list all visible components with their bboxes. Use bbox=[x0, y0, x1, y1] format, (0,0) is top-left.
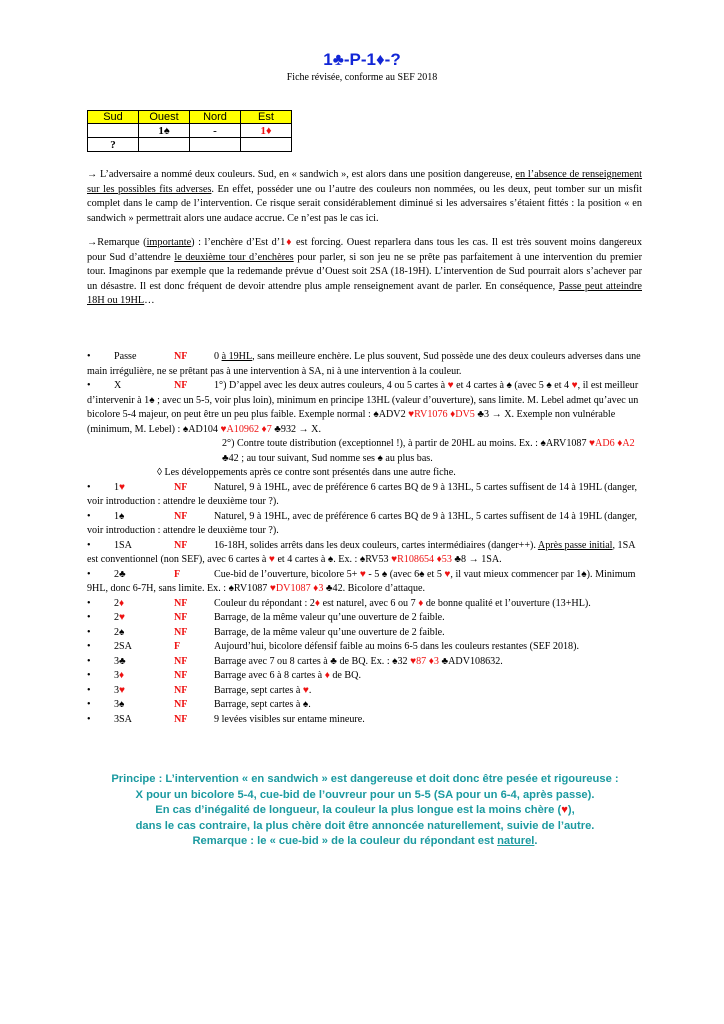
heart-suit: ♥ bbox=[302, 684, 309, 696]
heart-suit: ♥ bbox=[444, 568, 451, 580]
list-item bbox=[87, 626, 647, 641]
remark-underline: Passe peut atteindre 18H ou 19HL bbox=[87, 280, 642, 306]
diamond-suit: ♦ bbox=[119, 670, 125, 681]
principe-text: En cas d’inégalité de longueur, la couleur la plus longue est la moins chère ( bbox=[155, 804, 562, 816]
heart-suit: ♥AD6 bbox=[589, 438, 615, 449]
heart-suit: ♥ bbox=[571, 380, 578, 391]
diamond-suit: ♦ bbox=[324, 670, 330, 681]
diamond-suit: ♦ bbox=[119, 597, 125, 609]
bid-label: 2♠ bbox=[114, 626, 125, 638]
bullet-icon: • bbox=[87, 713, 91, 725]
forcing-tag: NF bbox=[174, 380, 188, 391]
bid-label: 1♠ bbox=[114, 510, 125, 522]
list-item bbox=[87, 510, 647, 539]
bid-cell: ? bbox=[88, 138, 139, 152]
bullet-icon: • bbox=[87, 626, 91, 638]
bid-label: 1SA bbox=[114, 539, 132, 551]
bid-description: Barrage, de la même valeur qu’une ouverture de 2 faible. bbox=[214, 626, 445, 638]
bullet-icon: • bbox=[87, 539, 91, 551]
bid-description: 0 bbox=[214, 351, 222, 362]
bid-description-underline: à 19HL bbox=[221, 351, 253, 362]
bid-description: Barrage avec 6 à 8 cartes à ♦ de BQ. bbox=[214, 670, 361, 681]
heart-suit: ♥DV1087 bbox=[269, 583, 311, 594]
list-item bbox=[87, 539, 647, 568]
heart-suit: ♥A10962 bbox=[220, 423, 260, 435]
bullet-icon: • bbox=[87, 684, 91, 696]
header-est: Est bbox=[241, 111, 292, 124]
intro-paragraph-2 bbox=[87, 236, 642, 309]
forcing-tag: NF bbox=[174, 612, 188, 623]
bid-description: Naturel, 9 à 19HL, avec de préférence 6 cartes BQ de 9 à 13HL, 5 cartes suffisent de 14 à 19HL (danger, voir introduction : attendre le deuxième tour ?). bbox=[87, 510, 638, 536]
diamond-suit: ♦DV5 bbox=[450, 409, 475, 420]
diamond-suit: ♦ bbox=[265, 124, 272, 137]
forcing-tag: NF bbox=[174, 597, 188, 609]
bid-description: 16-18H, solides arrêts dans les deux couleurs, cartes intermédiaires (danger++). bbox=[214, 539, 538, 551]
list-item bbox=[87, 379, 647, 437]
heart-suit: ♥ bbox=[119, 612, 126, 623]
diamond-suit: ♦ bbox=[314, 597, 321, 609]
bid-label: 3♠ bbox=[114, 699, 125, 710]
list-item bbox=[87, 350, 647, 379]
list-item bbox=[87, 481, 647, 510]
forcing-tag: F bbox=[174, 641, 181, 652]
heart-suit: ♥ bbox=[119, 684, 126, 696]
principe-line: X pour un bicolore 5-4, cue-bid de l’ouvreur pour un 5-5 (SA pour un 6-4, après passe). bbox=[135, 788, 595, 801]
bid-description: 1°) D’appel avec les deux autres couleurs, 4 ou 5 cartes à ♥ et 4 cartes à ♠ (avec 5 ♠ et 4 ♥, il est meilleur d’intervenir à 1♠ ; avec un 5-5, voir plus loin), minimum en principe 13HL (valeur d’ouverture), sans limite. M. Lebel admet qu’avec un bicolore 5-4 majeur, on peut être un peu plus faible. Exemple normal : ♠ADV2 ♥RV1076 ♦DV5 ♣3 → X. Exemple non vulnérable (minimum, M. Lebel) : ♠AD104 ♥A10962 ♦7 ♣932 → X. bbox=[87, 380, 639, 435]
list-item bbox=[87, 568, 647, 597]
principe-text: . bbox=[534, 835, 538, 847]
diamond-suit: ♦7 bbox=[261, 423, 272, 435]
list-item bbox=[87, 698, 647, 713]
remark-important: importante bbox=[146, 237, 192, 248]
intro-text: → L’adversaire a nommé deux couleurs. Sud, en « sandwich », est alors dans une position dangereuse, bbox=[87, 169, 516, 180]
bid-label: 2♥ bbox=[114, 612, 126, 623]
bid-description: Barrage avec 7 ou 8 cartes à ♣ de BQ. Ex. : ♠32 ♥87 ♦3 ♣ADV108632. bbox=[214, 655, 503, 667]
diamond-suit: ♦3 bbox=[428, 655, 439, 667]
bid-label: 3♣ bbox=[114, 655, 126, 667]
forcing-tag: NF bbox=[174, 699, 188, 710]
diamond-suit: ♦53 bbox=[436, 554, 452, 565]
principe-box bbox=[60, 772, 670, 850]
bid-cell bbox=[241, 138, 292, 152]
bid-description: Barrage, de la même valeur qu’une ouverture de 2 faible. bbox=[214, 612, 445, 623]
heart-suit: ♥R108654 bbox=[391, 554, 435, 565]
forcing-tag: NF bbox=[174, 713, 188, 725]
remark-underline: le deuxième tour d’enchères bbox=[174, 251, 294, 263]
bullet-icon: • bbox=[87, 641, 91, 652]
intro-paragraph-1 bbox=[87, 168, 642, 226]
heart-suit: ♥ bbox=[561, 804, 568, 816]
bullet-icon: • bbox=[87, 351, 91, 362]
list-item bbox=[87, 437, 647, 466]
bid-cell bbox=[139, 138, 190, 152]
principe-line: dans le cas contraire, la plus chère doit être annoncée naturellement, suivie de l’autre. bbox=[135, 819, 595, 832]
bid-label: 2♣ bbox=[114, 568, 126, 580]
bid-label: 2SA bbox=[114, 641, 132, 652]
header-ouest: Ouest bbox=[139, 111, 190, 124]
remark-text: … bbox=[144, 295, 155, 306]
heart-suit: ♥87 bbox=[410, 655, 427, 667]
bid-label: 3SA bbox=[114, 713, 132, 725]
bid-cell bbox=[88, 124, 139, 138]
bid-cell: 1♦ bbox=[241, 124, 292, 138]
heart-suit: ♥ bbox=[447, 380, 454, 391]
remark-text: pour parler, si son jeu ne se prête pas parfaitement à une intervention du premier tour. Imaginons par exemple que la redemande prévue d’Ouest soit 2SA (18-19H). L’intervention de Sud pourrait alors s’achever par un désastre. Il est donc fréquent de devoir attendre plus ample renseignement avant de parler. En conséquence, bbox=[87, 251, 643, 292]
heart-suit: ♥ bbox=[359, 568, 366, 580]
list-item bbox=[87, 640, 647, 655]
list-item bbox=[87, 713, 647, 728]
bid-label: 1♥ bbox=[114, 481, 126, 493]
bid-cell bbox=[190, 138, 241, 152]
forcing-tag: NF bbox=[174, 351, 188, 362]
bullet-icon: • bbox=[87, 481, 91, 493]
bid-description: Couleur du répondant : 2♦ est naturel, avec 6 ou 7 ♦ de bonne qualité et l’ouverture (13+HL). bbox=[214, 597, 591, 609]
bid-description: , 1SA est conventionnel (non SEF), avec 6 cartes à ♥ et 4 cartes à ♠. Ex. : ♠RV53 ♥R108654 ♦53 ♣8 → 1SA. bbox=[87, 539, 635, 565]
remark-text: →Remarque ( bbox=[87, 237, 147, 248]
forcing-tag: NF bbox=[174, 626, 188, 638]
bullet-icon: • bbox=[87, 612, 91, 623]
forcing-tag: NF bbox=[174, 481, 188, 493]
bid-label: 2♦ bbox=[114, 597, 125, 609]
forcing-tag: NF bbox=[174, 670, 188, 681]
bid-description: Barrage, sept cartes à ♥. bbox=[214, 684, 312, 696]
bid-label: Passe bbox=[114, 351, 137, 362]
diamond-suit: ♦A2 bbox=[617, 438, 635, 449]
bid-label: 3♦ bbox=[114, 670, 125, 681]
forcing-tag: NF bbox=[174, 510, 188, 522]
bid-cell: - bbox=[190, 124, 241, 138]
heart-suit: ♥ bbox=[268, 554, 275, 565]
list-item bbox=[87, 684, 647, 699]
page-subtitle: Fiche révisée, conforme au SEF 2018 bbox=[286, 72, 438, 83]
bid-list bbox=[87, 350, 647, 727]
principe-line bbox=[60, 803, 670, 819]
bid-label: X bbox=[114, 380, 122, 391]
bid-cell: 1♠ bbox=[139, 124, 190, 138]
bullet-icon: • bbox=[87, 699, 91, 710]
remark-text: ) : l’enchère d’Est d’1 bbox=[191, 237, 286, 248]
diamond-suit: ♦3 bbox=[313, 583, 324, 594]
bidding-table bbox=[87, 110, 292, 152]
forcing-tag: NF bbox=[174, 655, 188, 667]
bullet-icon: • bbox=[87, 670, 91, 681]
bid-description-underline: Après passe initial bbox=[537, 539, 613, 551]
bid-description: Barrage, sept cartes à ♠. bbox=[214, 699, 311, 710]
principe-line: Principe : L’intervention « en sandwich » est dangereuse et doit donc être pesée et rigoureuse : bbox=[111, 773, 619, 785]
bid-description: 9 levées visibles sur entame mineure. bbox=[214, 713, 365, 725]
diamond-suit: ♦ bbox=[285, 237, 293, 248]
development-note: ◊ Les développements après ce contre sont présentés dans une autre fiche. bbox=[157, 467, 456, 478]
bullet-icon: • bbox=[87, 568, 91, 580]
heart-suit: ♥RV1076 bbox=[408, 409, 448, 420]
list-item bbox=[87, 611, 647, 626]
bid-description: , sans meilleure enchère. Le plus souvent, Sud possède une des deux couleurs adverses dans une main irrégulière, ne se prêtant pas à une intervention à SA, ni à une intervention à la couleur. bbox=[87, 351, 641, 377]
principe-underline: naturel bbox=[497, 835, 535, 847]
bid-description: Aujourd’hui, bicolore défensif faible au moins 6-5 dans les couleurs restantes (SEF 2018). bbox=[214, 641, 579, 652]
header-sud: Sud bbox=[88, 111, 139, 124]
bullet-icon: • bbox=[87, 510, 91, 522]
bid-label: 3♥ bbox=[114, 684, 126, 696]
list-item bbox=[87, 597, 647, 612]
bullet-icon: • bbox=[87, 597, 91, 609]
heart-suit: ♥ bbox=[119, 481, 126, 493]
bid-description: 2°) Contre toute distribution (exceptionnel !), à partir de 20HL au moins. Ex. : ♠ARV1087 ♥AD6 ♦A2 ♣42 ; au tour suivant, Sud nomme ses ♠ au plus bas. bbox=[222, 438, 635, 464]
principe-line bbox=[60, 834, 670, 850]
bullet-icon: • bbox=[87, 655, 91, 667]
diamond-suit: ♦ bbox=[418, 597, 424, 609]
forcing-tag: F bbox=[174, 568, 181, 580]
bullet-icon: • bbox=[87, 380, 91, 391]
bid-description: Naturel, 9 à 19HL, avec de préférence 6 cartes BQ de 9 à 13HL, 5 cartes suffisent de 14 à 19HL (danger, voir introduction : attendre le deuxième tour ?). bbox=[87, 481, 638, 507]
header-nord: Nord bbox=[190, 111, 241, 124]
remark-text: est forcing. Ouest reparlera dans tous les cas. Il est très souvent moins dangereux pour Sud d’attendre bbox=[87, 237, 642, 263]
principe-text: ), bbox=[567, 804, 575, 816]
intro-text: . En effet, posséder une ou l’autre des couleurs non nommées, ou les deux, peut tomber sur un misfit complet dans le camp de l’intervention. Ce risque serait considérablement diminué si les adversaires s’étaient fittés : la position « en sandwich » permettrait alors une audace accrue. Ce n’est pas le cas ici. bbox=[87, 183, 642, 224]
principe-text: Remarque : le « cue-bid » de la couleur du répondant est bbox=[192, 835, 498, 847]
forcing-tag: NF bbox=[174, 684, 188, 696]
page-title: 1♣-P-1♦-? bbox=[323, 50, 401, 69]
forcing-tag: NF bbox=[174, 539, 188, 551]
list-item bbox=[87, 655, 647, 670]
list-item bbox=[87, 669, 647, 684]
bid-description: Cue-bid de l’ouverture, bicolore 5+ ♥ - 5 ♠ (avec 6♠ et 5 ♥, il vaut mieux commencer par 1♠). Minimum 9HL, donc 6-7H, sans limite. Ex. : ♠RV1087 ♥DV1087 ♦3 ♣42. Bicolore d’attaque. bbox=[87, 568, 636, 594]
intro-underline: en l’absence de renseignement sur les possibles fits adverses bbox=[87, 169, 643, 195]
